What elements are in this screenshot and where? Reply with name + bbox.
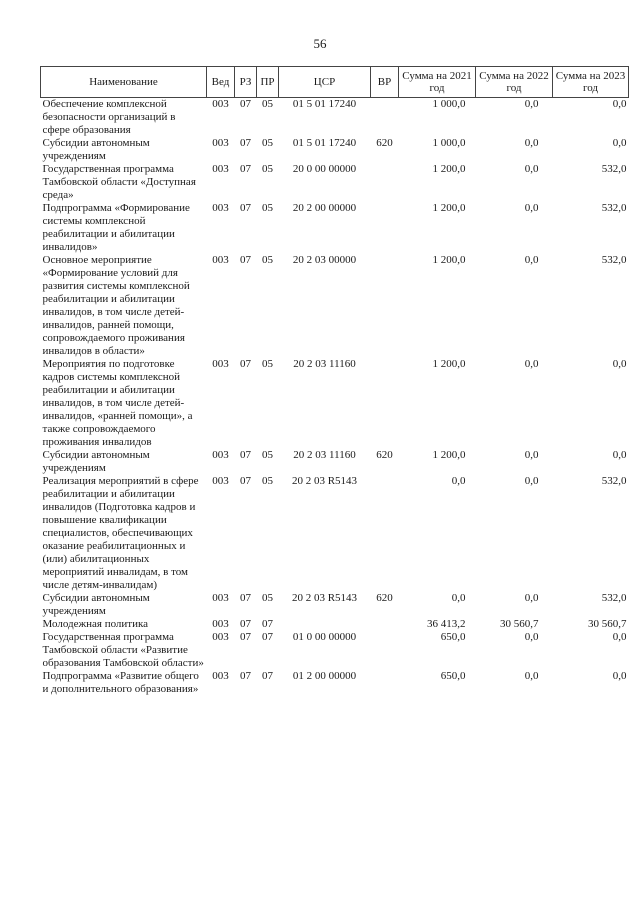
table-row <box>41 631 629 670</box>
cell-pr: 05 <box>262 202 273 214</box>
table-row <box>41 592 629 618</box>
cell-rz: 07 <box>240 449 251 461</box>
cell-vr <box>371 618 399 631</box>
cell-rz: 07 <box>240 475 251 487</box>
table-row <box>41 618 629 631</box>
table-row <box>41 202 629 254</box>
cell-rz: 07 <box>240 202 251 214</box>
cell-csr: 20 2 03 00000 <box>292 254 357 266</box>
cell-sum-2022: 0,0 <box>524 449 539 461</box>
cell-sum-2021: 1 200,0 <box>432 254 466 266</box>
header-pr: ПР <box>257 67 279 98</box>
cell-ved: 003 <box>212 618 229 630</box>
header-sum-2023: Сумма на 2023 год <box>553 67 629 98</box>
cell-vr <box>371 98 399 138</box>
cell-sum-2021: 1 000,0 <box>432 137 466 149</box>
cell-sum-2021: 1 200,0 <box>432 163 466 175</box>
cell-csr <box>279 618 371 631</box>
cell-sum-2023: 532,0 <box>601 202 627 214</box>
cell-sum-2021: 1 000,0 <box>432 98 466 110</box>
header-sum-2021: Сумма на 2021 год <box>399 67 476 98</box>
cell-sum-2022: 0,0 <box>524 358 539 370</box>
cell-sum-2023: 0,0 <box>612 631 627 643</box>
cell-sum-2023: 532,0 <box>601 163 627 175</box>
table-row <box>41 475 629 592</box>
cell-pr: 05 <box>262 254 273 266</box>
cell-name: Субсидии автономным учреждениям <box>42 137 150 162</box>
cell-rz: 07 <box>240 592 251 604</box>
cell-pr: 05 <box>262 358 273 370</box>
cell-vr <box>371 254 399 358</box>
cell-sum-2021: 0,0 <box>451 475 466 487</box>
budget-table <box>40 66 629 696</box>
header-rz: РЗ <box>235 67 257 98</box>
cell-sum-2023: 0,0 <box>612 137 627 149</box>
cell-sum-2023: 532,0 <box>601 475 627 487</box>
cell-ved: 003 <box>212 163 229 175</box>
table-row <box>41 254 629 358</box>
cell-csr: 20 0 00 00000 <box>292 163 357 175</box>
cell-pr: 05 <box>262 449 273 461</box>
cell-ved: 003 <box>212 137 229 149</box>
cell-csr: 01 5 01 17240 <box>292 137 357 149</box>
cell-sum-2023: 0,0 <box>612 358 627 370</box>
cell-ved: 003 <box>212 631 229 643</box>
cell-pr: 07 <box>262 631 273 643</box>
cell-name: Государственная программа Тамбовской области «Развитие образования Тамбовской области» <box>42 631 204 669</box>
cell-rz: 07 <box>240 98 251 110</box>
header-sum-2022: Сумма на 2022 год <box>476 67 553 98</box>
cell-pr: 07 <box>262 670 273 682</box>
cell-sum-2022: 0,0 <box>524 475 539 487</box>
cell-pr: 05 <box>262 592 273 604</box>
cell-sum-2021: 650,0 <box>440 670 466 682</box>
cell-sum-2023: 0,0 <box>612 449 627 461</box>
cell-rz: 07 <box>240 254 251 266</box>
cell-vr <box>371 358 399 449</box>
cell-csr: 01 5 01 17240 <box>292 98 357 110</box>
cell-sum-2023: 532,0 <box>601 592 627 604</box>
cell-name: Молодежная политика <box>42 618 149 630</box>
cell-csr: 20 2 03 R5143 <box>291 592 358 604</box>
cell-sum-2021: 36 413,2 <box>427 618 466 630</box>
cell-name: Основное мероприятие «Формирование условий для развития системы комплексной реабилитации и абилитации инвалидов, в том числе детей-инвалидов, ранней помощи, сопровождаемого проживания инвалидов в области» <box>42 254 190 357</box>
cell-vr <box>371 163 399 202</box>
cell-sum-2022: 0,0 <box>524 202 539 214</box>
cell-sum-2023: 0,0 <box>612 98 627 110</box>
cell-vr <box>371 202 399 254</box>
cell-pr: 05 <box>262 137 273 149</box>
header-name: Наименование <box>41 67 207 98</box>
table-row <box>41 670 629 696</box>
cell-sum-2023: 532,0 <box>601 254 627 266</box>
cell-ved: 003 <box>212 449 229 461</box>
cell-vr: 620 <box>376 592 393 604</box>
cell-sum-2021: 1 200,0 <box>432 358 466 370</box>
cell-rz: 07 <box>240 670 251 682</box>
header-ved: Вед <box>207 67 235 98</box>
cell-sum-2021: 650,0 <box>440 631 466 643</box>
table-row <box>41 358 629 449</box>
cell-csr: 01 0 00 00000 <box>292 631 357 643</box>
cell-sum-2023: 30 560,7 <box>588 618 627 630</box>
cell-ved: 003 <box>212 670 229 682</box>
cell-pr: 05 <box>262 163 273 175</box>
cell-name: Государственная программа Тамбовской области «Доступная среда» <box>42 163 196 201</box>
cell-sum-2023: 0,0 <box>612 670 627 682</box>
cell-csr: 20 2 03 11160 <box>293 358 356 370</box>
cell-name: Субсидии автономным учреждениям <box>42 592 150 617</box>
cell-vr: 620 <box>376 137 393 149</box>
cell-rz: 07 <box>240 358 251 370</box>
cell-rz: 07 <box>240 618 251 630</box>
table-body <box>41 98 629 697</box>
table-header-row <box>41 67 629 98</box>
cell-name: Реализация мероприятий в сфере реабилитации и абилитации инвалидов (Подготовка кадров и повышение квалификации специалистов, обеспечивающих оказание реабилитационных и (или) абилитационных мероприятий инвалидам, в том числе детям-инвалидам) <box>42 475 199 591</box>
cell-pr: 05 <box>262 98 273 110</box>
cell-sum-2022: 0,0 <box>524 137 539 149</box>
cell-rz: 07 <box>240 163 251 175</box>
cell-vr: 620 <box>376 449 393 461</box>
cell-ved: 003 <box>212 98 229 110</box>
cell-csr: 20 2 03 11160 <box>293 449 356 461</box>
table-row <box>41 163 629 202</box>
cell-rz: 07 <box>240 631 251 643</box>
cell-name: Обеспечение комплексной безопасности организаций в сфере образования <box>42 98 176 136</box>
cell-sum-2022: 0,0 <box>524 592 539 604</box>
cell-name: Подпрограмма «Формирование системы комплексной реабилитации и абилитации инвалидов» <box>42 202 190 253</box>
cell-csr: 20 2 00 00000 <box>292 202 357 214</box>
cell-ved: 003 <box>212 475 229 487</box>
cell-sum-2022: 0,0 <box>524 98 539 110</box>
cell-csr: 01 2 00 00000 <box>292 670 357 682</box>
header-csr: ЦСР <box>279 67 371 98</box>
cell-ved: 003 <box>212 254 229 266</box>
cell-ved: 003 <box>212 592 229 604</box>
table-row <box>41 137 629 163</box>
cell-sum-2022: 0,0 <box>524 670 539 682</box>
cell-sum-2022: 0,0 <box>524 163 539 175</box>
cell-sum-2021: 1 200,0 <box>432 202 466 214</box>
page-number: 56 <box>313 36 327 51</box>
cell-csr: 20 2 03 R5143 <box>291 475 358 487</box>
cell-sum-2022: 0,0 <box>524 254 539 266</box>
cell-vr <box>371 475 399 592</box>
cell-sum-2022: 30 560,7 <box>500 618 539 630</box>
cell-sum-2021: 0,0 <box>451 592 466 604</box>
header-vr: ВР <box>371 67 399 98</box>
cell-pr: 07 <box>262 618 273 630</box>
cell-pr: 05 <box>262 475 273 487</box>
cell-rz: 07 <box>240 137 251 149</box>
cell-vr <box>371 631 399 670</box>
cell-sum-2021: 1 200,0 <box>432 449 466 461</box>
cell-name: Подпрограмма «Развитие общего и дополнительного образования» <box>42 670 199 695</box>
cell-ved: 003 <box>212 202 229 214</box>
cell-name: Мероприятия по подготовке кадров системы комплексной реабилитации и абилитации инвалидов, в том числе детей-инвалидов, «ранней помощи», а также сопровождаемого проживания инвалидов <box>42 358 193 448</box>
cell-ved: 003 <box>212 358 229 370</box>
cell-name: Субсидии автономным учреждениям <box>42 449 150 474</box>
table-row <box>41 98 629 138</box>
cell-sum-2022: 0,0 <box>524 631 539 643</box>
table-row <box>41 449 629 475</box>
cell-vr <box>371 670 399 696</box>
